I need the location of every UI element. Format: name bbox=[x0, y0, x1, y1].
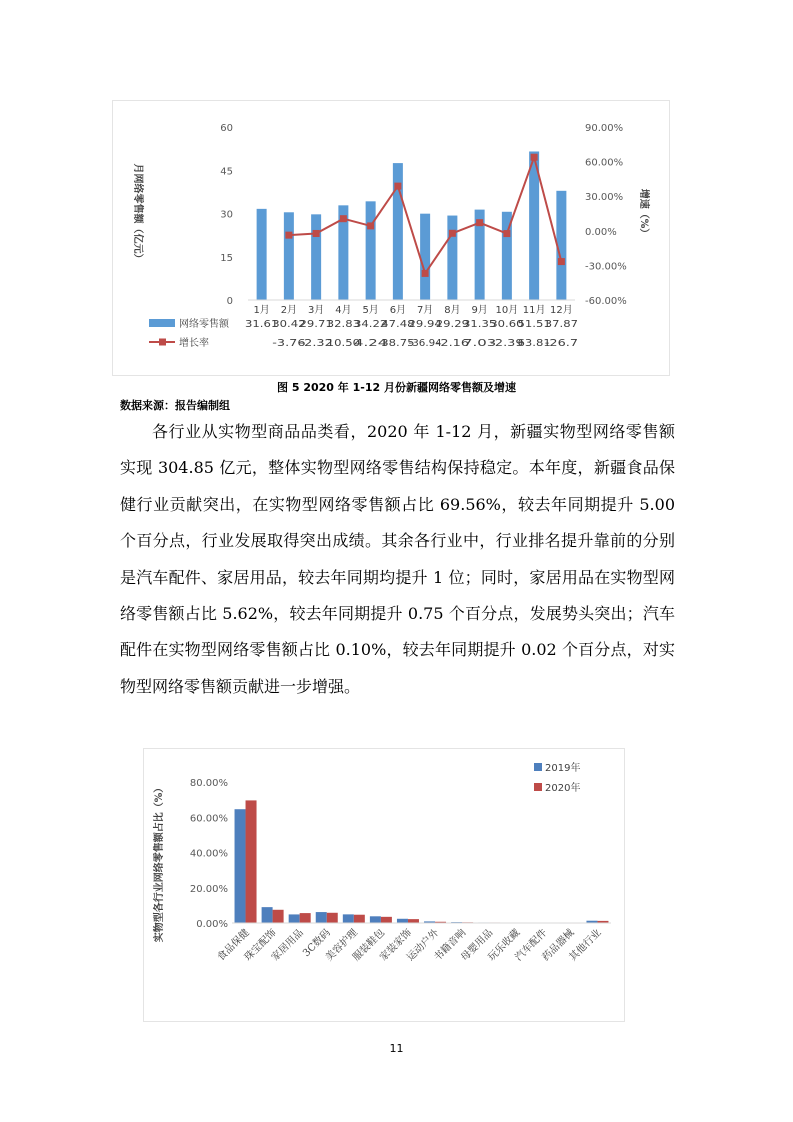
y2-axis-title: 增速（%） bbox=[638, 188, 649, 239]
y2-tick-label: -60.00% bbox=[585, 296, 627, 307]
y2-tick-label: 0.00% bbox=[585, 226, 617, 238]
data-table-value: 30.60 bbox=[490, 319, 524, 330]
bar-retail bbox=[257, 209, 267, 300]
y-tick-label: 60.00% bbox=[189, 813, 228, 825]
data-table-value: -26.7 bbox=[544, 338, 578, 349]
data-table-value: -36.94 bbox=[408, 338, 442, 349]
bar-2020年 bbox=[246, 800, 257, 923]
y2-tick-label: -30.00% bbox=[585, 261, 627, 273]
growth-marker bbox=[285, 232, 292, 239]
data-table-value: 47.48 bbox=[381, 319, 415, 330]
x-tick-label: 珠宝配饰 bbox=[242, 927, 279, 964]
x-tick-label: 12月 bbox=[550, 305, 573, 316]
bar-2019年 bbox=[316, 912, 327, 923]
data-table-value: -2.39 bbox=[490, 338, 524, 349]
x-tick-label: 2月 bbox=[280, 305, 298, 316]
legend-swatch-retail bbox=[149, 319, 175, 327]
y-tick-label: 40.00% bbox=[189, 848, 228, 860]
legend-swatch-growth-marker bbox=[159, 339, 166, 346]
bar-retail bbox=[311, 214, 321, 300]
data-table-value: 7.03 bbox=[463, 338, 497, 349]
x-tick-label: 服装鞋包 bbox=[350, 927, 388, 964]
x-tick-label: 书籍音响 bbox=[432, 927, 469, 964]
x-tick-label: 母婴用品 bbox=[459, 927, 496, 964]
growth-marker bbox=[340, 215, 347, 222]
growth-marker bbox=[313, 230, 320, 237]
growth-marker bbox=[449, 230, 456, 237]
y-tick-label: 30 bbox=[220, 209, 233, 221]
bar-2019年 bbox=[343, 914, 354, 923]
data-table-value: 32.83 bbox=[326, 319, 360, 330]
x-tick-label: 家装家饰 bbox=[378, 927, 415, 964]
x-tick-label: 汽车配件 bbox=[513, 927, 550, 964]
growth-marker bbox=[367, 222, 374, 229]
data-table-value: 30.42 bbox=[272, 319, 306, 330]
bar-2020年 bbox=[327, 913, 338, 923]
y2-tick-label: 60.00% bbox=[585, 157, 624, 169]
y-tick-label: 0.00% bbox=[196, 919, 228, 930]
x-tick-label: 运动户外 bbox=[405, 927, 442, 964]
y-tick-label: 15 bbox=[220, 252, 233, 264]
legend-swatch bbox=[534, 763, 542, 771]
x-tick-label: 11月 bbox=[522, 305, 546, 316]
body-paragraph: 各行业从实物型商品品类看，2020 年 1-12 月，新疆实物型网络零售额实现 304.85 亿元，整体实物型网络零售结构保持稳定。本年度，新疆食品保健行业贡献突出，在实物型网络零售额占比 69.56%，较去年同期提升 5.00 个百分点，行业发展取得突出成绩。其余各行业中，行业排名提升靠前的分别是汽车配件、家居用品，较去年同期均提升 1 位；同时，家居用品在实物型网络零售额占比 5.62%，较去年同期提升 0.75 个百分点，发展势头突出；汽车配件在实物型网络零售额占比 0.10%，较去年同期提升 0.02 个百分点，对实物型网络零售额贡献进一步增强。 bbox=[120, 422, 675, 696]
chart-monthly-retail bbox=[112, 100, 670, 376]
data-table-value: 37.87 bbox=[544, 319, 578, 330]
legend-label-retail: 网络零售额 bbox=[179, 319, 229, 330]
data-table-value: 31.61 bbox=[245, 319, 279, 330]
bar-2019年 bbox=[235, 809, 246, 923]
legend-swatch bbox=[534, 783, 542, 791]
data-table-value: 29.94 bbox=[408, 319, 442, 330]
legend-label: 2020年 bbox=[545, 783, 581, 794]
x-tick-label: 5月 bbox=[362, 305, 379, 316]
growth-marker bbox=[422, 270, 429, 277]
bar-2019年 bbox=[370, 916, 381, 923]
bar-2019年 bbox=[289, 914, 300, 923]
bar-2019年 bbox=[262, 907, 273, 923]
bar-retail bbox=[447, 216, 457, 300]
chart-industry-share-svg bbox=[144, 749, 624, 1021]
legend-label: 2019年 bbox=[545, 763, 581, 774]
growth-marker bbox=[503, 230, 510, 237]
growth-marker bbox=[531, 154, 538, 161]
y-axis-title: 实物型各行业网络零售额占比（%） bbox=[154, 782, 165, 943]
x-tick-label: 家居用品 bbox=[269, 927, 306, 964]
bar-2020年 bbox=[381, 917, 392, 923]
bar-2020年 bbox=[354, 915, 365, 923]
x-tick-label: 8月 bbox=[444, 305, 461, 316]
bar-2020年 bbox=[408, 919, 419, 923]
chart-industry-share bbox=[143, 748, 625, 1022]
figure-caption: 图 5 2020 年 1-12 月份新疆网络零售额及增速 bbox=[277, 381, 516, 394]
chart-monthly-retail-svg bbox=[113, 101, 669, 375]
bar-2020年 bbox=[273, 910, 284, 923]
x-tick-label: 3月 bbox=[307, 305, 325, 316]
growth-marker bbox=[394, 183, 401, 190]
bar-retail bbox=[420, 214, 430, 300]
x-tick-label: 1月 bbox=[253, 305, 270, 316]
bar-retail bbox=[284, 212, 294, 300]
y2-tick-label: 30.00% bbox=[585, 192, 624, 204]
y-tick-label: 60 bbox=[220, 123, 233, 134]
x-tick-label: 9月 bbox=[471, 305, 488, 316]
x-tick-label: 4月 bbox=[335, 305, 352, 316]
bar-2019年 bbox=[397, 919, 408, 923]
y-axis-title: 月网络零售额（亿元） bbox=[132, 163, 143, 264]
bar-retail bbox=[366, 201, 376, 300]
data-source: 数据来源：报告编制组 bbox=[120, 399, 230, 412]
growth-marker bbox=[476, 219, 483, 226]
y-tick-label: 0 bbox=[226, 296, 233, 307]
x-tick-label: 玩乐收藏 bbox=[486, 927, 523, 964]
x-tick-label: 美容护理 bbox=[323, 927, 360, 964]
x-tick-label: 7月 bbox=[416, 305, 434, 316]
x-tick-label: 食品保健 bbox=[215, 927, 252, 964]
data-table-value: 51.51 bbox=[517, 319, 551, 330]
data-table-value: 38.75 bbox=[381, 338, 415, 349]
data-table-value: 31.35 bbox=[463, 319, 497, 330]
x-tick-label: 其他行业 bbox=[567, 927, 604, 964]
data-table-value: 4.24 bbox=[354, 338, 388, 349]
data-table-value: -2.16 bbox=[435, 338, 469, 349]
y-tick-label: 20.00% bbox=[189, 883, 228, 895]
data-table-value: 29.71 bbox=[299, 319, 333, 330]
bar-2020年 bbox=[300, 913, 311, 923]
data-table-value: 63.81 bbox=[517, 338, 551, 349]
data-table-value: 34.22 bbox=[354, 319, 388, 330]
x-tick-label: 6月 bbox=[389, 305, 407, 316]
growth-marker bbox=[558, 258, 565, 265]
y-tick-label: 45 bbox=[220, 166, 233, 178]
x-tick-label: 10月 bbox=[495, 305, 519, 316]
x-tick-label: 3C数码 bbox=[301, 927, 333, 960]
y2-tick-label: 90.00% bbox=[585, 123, 624, 134]
y-tick-label: 80.00% bbox=[189, 778, 228, 789]
legend-label-growth: 增长率 bbox=[179, 338, 209, 349]
data-table-value: -2.32 bbox=[299, 338, 333, 349]
data-table-value: 29.29 bbox=[435, 319, 469, 330]
data-table-value: 10.50 bbox=[326, 338, 360, 349]
page-number: 11 bbox=[389, 1042, 404, 1055]
data-table-value: -3.76 bbox=[272, 338, 306, 349]
x-tick-label: 药品器械 bbox=[540, 927, 577, 964]
